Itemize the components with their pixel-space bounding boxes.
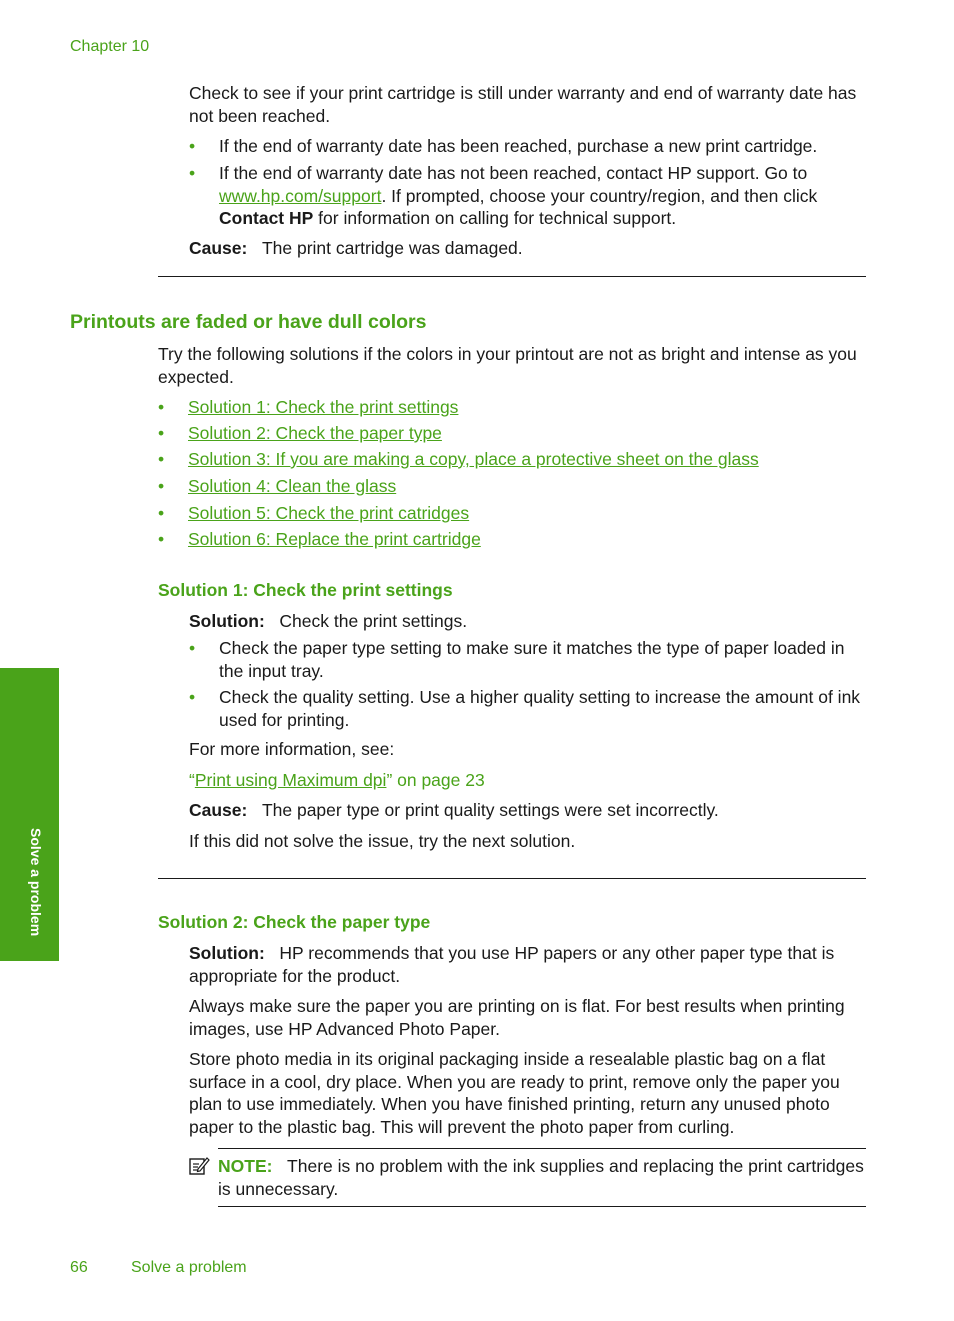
solution-link-6[interactable]: Solution 6: Replace the print cartridge — [188, 529, 481, 549]
note-top-rule — [218, 1148, 866, 1149]
max-dpi-reference — [189, 769, 485, 792]
solution-1-title: Solution 1: Check the print settings — [158, 580, 453, 600]
side-tab-label: Solve a problem — [28, 828, 44, 937]
note-bottom-rule — [218, 1206, 866, 1207]
warranty-bullet-1: If the end of warranty date has been reached, purchase a new print cartridge. — [219, 136, 818, 156]
cause-label: Cause: — [189, 238, 248, 258]
bullet-dot: • — [158, 449, 165, 469]
bullet-dot: • — [189, 638, 196, 658]
bullet-dot: • — [158, 423, 165, 443]
max-dpi-link[interactable]: Print using Maximum dpi — [194, 770, 387, 790]
warranty-paragraph: Check to see if your print cartridge is still under warranty and end of warranty date has not been reached. — [189, 83, 857, 126]
cause-label: Cause: — [189, 800, 248, 820]
cause-text: The print cartridge was damaged. — [261, 238, 523, 258]
solution-link-2[interactable]: Solution 2: Check the paper type — [188, 423, 442, 443]
chapter-header: Chapter 10 — [70, 38, 150, 55]
bullet-dot: • — [158, 503, 165, 523]
solution-1-cause — [189, 799, 869, 822]
section-intro: Try the following solutions if the colors in your printout are not as bright and intense as you expected. — [158, 344, 857, 387]
bullet-dot: • — [158, 529, 165, 549]
section-divider — [158, 276, 866, 277]
section-title: Printouts are faded or have dull colors — [70, 311, 427, 333]
contact-hp-label: Contact HP — [219, 208, 314, 228]
solution-text: HP recommends that you use HP papers or any other paper type that is appropriate for the product. — [189, 943, 835, 986]
next-solution-text: If this did not solve the issue, try the next solution. — [189, 831, 576, 851]
warranty-bullet-2-text: If the end of warranty date has not been reached, contact HP support. Go to — [219, 163, 808, 183]
solution-2-statement — [189, 942, 869, 987]
hp-support-link[interactable]: www.hp.com/support — [219, 185, 382, 206]
bullet-dot: • — [189, 687, 196, 707]
solution-1-statement — [189, 610, 869, 633]
note-text: There is no problem with the ink supplies and replacing the print cartridges is unnecessary. — [218, 1156, 864, 1199]
bullet-dot: • — [189, 136, 196, 156]
note-pencil-icon — [188, 1155, 210, 1177]
solution-link-4[interactable]: Solution 4: Clean the glass — [188, 476, 397, 496]
solution-link-5[interactable]: Solution 5: Check the print catridges — [188, 503, 470, 523]
solution-link-3[interactable]: Solution 3: If you are making a copy, place a protective sheet on the glass — [188, 449, 759, 469]
solution-link-1[interactable]: Solution 1: Check the print settings — [188, 397, 459, 417]
footer-section: Solve a problem — [131, 1259, 247, 1276]
note-label: NOTE: — [218, 1156, 273, 1176]
warranty-bullet-2 — [219, 162, 869, 230]
page-reference: ” on page 23 — [386, 770, 485, 790]
warranty-bullet-2-text-cont: . If prompted, choose your country/region, and then click — [381, 185, 818, 206]
page-number: 66 — [70, 1259, 88, 1276]
warranty-bullet-2-text-end: for information on calling for technical support. — [313, 208, 677, 228]
solution-label: Solution: — [189, 943, 265, 963]
quote-open: “ — [189, 770, 195, 790]
section-divider — [158, 878, 866, 879]
more-info-text: For more information, see: — [189, 739, 395, 759]
solution-text: Check the print settings. — [279, 611, 468, 631]
bullet-dot: • — [158, 397, 165, 417]
solution-1-bullet-1: Check the paper type setting to make sure it matches the type of paper loaded in the input tray. — [219, 638, 845, 681]
bullet-dot: • — [158, 476, 165, 496]
cause-text: The paper type or print quality settings were set incorrectly. — [261, 800, 719, 820]
solution-2-paragraph-2: Store photo media in its original packaging inside a resealable plastic bag on a flat surface in a cool, dry place. When you are ready to print, remove only the paper you plan to use immediately. When you have finished printing, return any unused photo paper to the plastic bag. This will prevent the photo paper from curling. — [189, 1049, 840, 1137]
bullet-dot: • — [189, 163, 196, 183]
note-content — [218, 1155, 866, 1200]
solution-label: Solution: — [189, 611, 265, 631]
solution-2-paragraph-1: Always make sure the paper you are printing on is flat. For best results when printing images, use HP Advanced Photo Paper. — [189, 996, 845, 1039]
cause-damaged — [189, 237, 869, 260]
solution-2-title: Solution 2: Check the paper type — [158, 912, 431, 932]
solution-1-bullet-2: Check the quality setting. Use a higher quality setting to increase the amount of ink used for printing. — [219, 687, 861, 730]
